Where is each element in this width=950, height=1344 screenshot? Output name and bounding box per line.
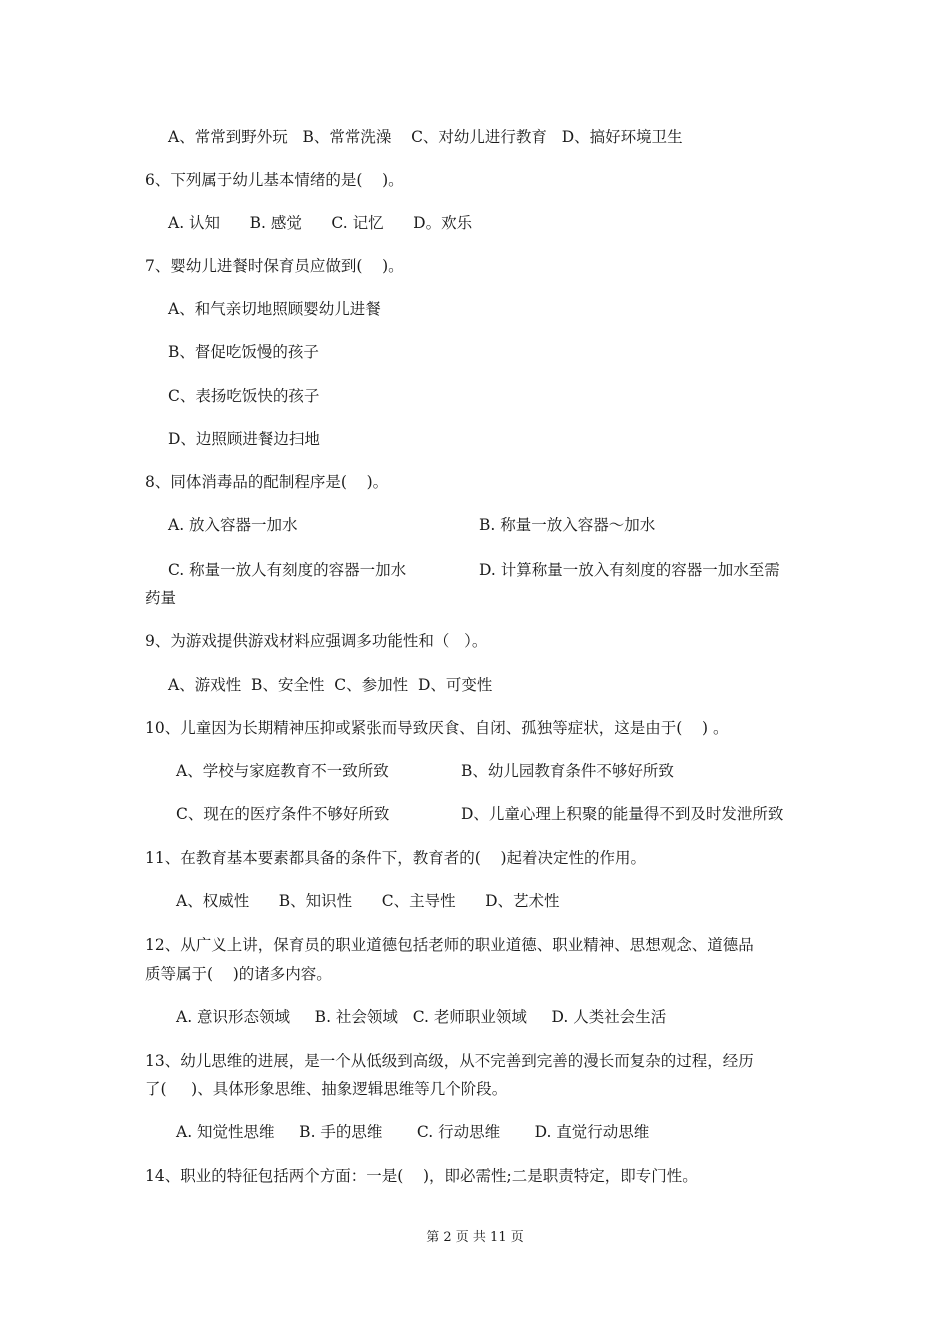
q7-option-b: B、督促吃饭慢的孩子 bbox=[168, 343, 319, 361]
q8-option-b: B. 称量一放入容器～加水 bbox=[479, 516, 656, 534]
q12-options: A. 意识形态领域 B. 社会领域 C. 老师职业领域 D. 人类社会生活 bbox=[176, 1008, 667, 1026]
page-number-footer: 第 2 页 共 11 页 bbox=[426, 1230, 524, 1245]
q11-stem: 11、在教育基本要素都具备的条件下，教育者的( )起着决定性的作用。 bbox=[145, 849, 647, 867]
q10-option-a: A、学校与家庭教育不一致所致 bbox=[176, 762, 389, 780]
q13-stem-line1: 13、幼儿思维的进展，是一个从低级到高级，从不完善到完善的漫长而复杂的过程，经历 bbox=[145, 1052, 754, 1070]
q13-stem-line2: 了( )、具体形象思维、抽象逻辑思维等几个阶段。 bbox=[145, 1080, 508, 1098]
q12-stem-line2: 质等属于( )的诸多内容。 bbox=[145, 965, 332, 983]
q7-stem: 7、婴幼儿进餐时保育员应做到( )。 bbox=[145, 257, 404, 275]
q8-option-d-continued: 药量 bbox=[145, 589, 177, 607]
q14-stem: 14、职业的特征包括两个方面：一是( )，即必需性;二是职责特定，即专门性。 bbox=[145, 1167, 698, 1185]
q7-option-c: C、表扬吃饭快的孩子 bbox=[168, 387, 320, 405]
q9-options: A、游戏性 B、安全性 C、参加性 D、可变性 bbox=[168, 676, 493, 694]
q10-option-d: D、儿童心理上积聚的能量得不到及时发泄所致 bbox=[461, 805, 784, 823]
q12-stem-line1: 12、从广义上讲，保育员的职业道德包括老师的职业道德、职业精神、思想观念、道德品 bbox=[145, 936, 754, 954]
q8-option-a: A. 放入容器一加水 bbox=[168, 516, 298, 534]
q7-option-a: A、和气亲切地照顾婴幼儿进餐 bbox=[168, 300, 381, 318]
q8-option-d: D. 计算称量一放入有刻度的容器一加水至需 bbox=[479, 561, 780, 579]
q5-options: A、常常到野外玩 B、常常洗澡 C、对幼儿进行教育 D、搞好环境卫生 bbox=[168, 128, 683, 146]
q10-option-b: B、幼儿园教育条件不够好所致 bbox=[461, 762, 674, 780]
q10-option-c: C、现在的医疗条件不够好所致 bbox=[176, 805, 390, 823]
q13-options: A. 知觉性思维 B. 手的思维 C. 行动思维 D. 直觉行动思维 bbox=[176, 1123, 650, 1141]
q9-stem: 9、为游戏提供游戏材料应强调多功能性和（ ）。 bbox=[145, 632, 488, 650]
q10-stem: 10、儿童因为长期精神压抑或紧张而导致厌食、自闭、孤独等症状，这是由于( ) 。 bbox=[145, 719, 729, 737]
q8-option-c: C. 称量一放人有刻度的容器一加水 bbox=[168, 561, 407, 579]
q11-options: A、权威性 B、知识性 C、主导性 D、艺术性 bbox=[176, 892, 560, 910]
q6-stem: 6、下列属于幼儿基本情绪的是( )。 bbox=[145, 171, 404, 189]
q8-stem: 8、同体消毒品的配制程序是( )。 bbox=[145, 473, 389, 491]
q6-options: A. 认知 B. 感觉 C. 记忆 D。欢乐 bbox=[168, 214, 473, 232]
q7-option-d: D、边照顾进餐边扫地 bbox=[168, 430, 320, 448]
